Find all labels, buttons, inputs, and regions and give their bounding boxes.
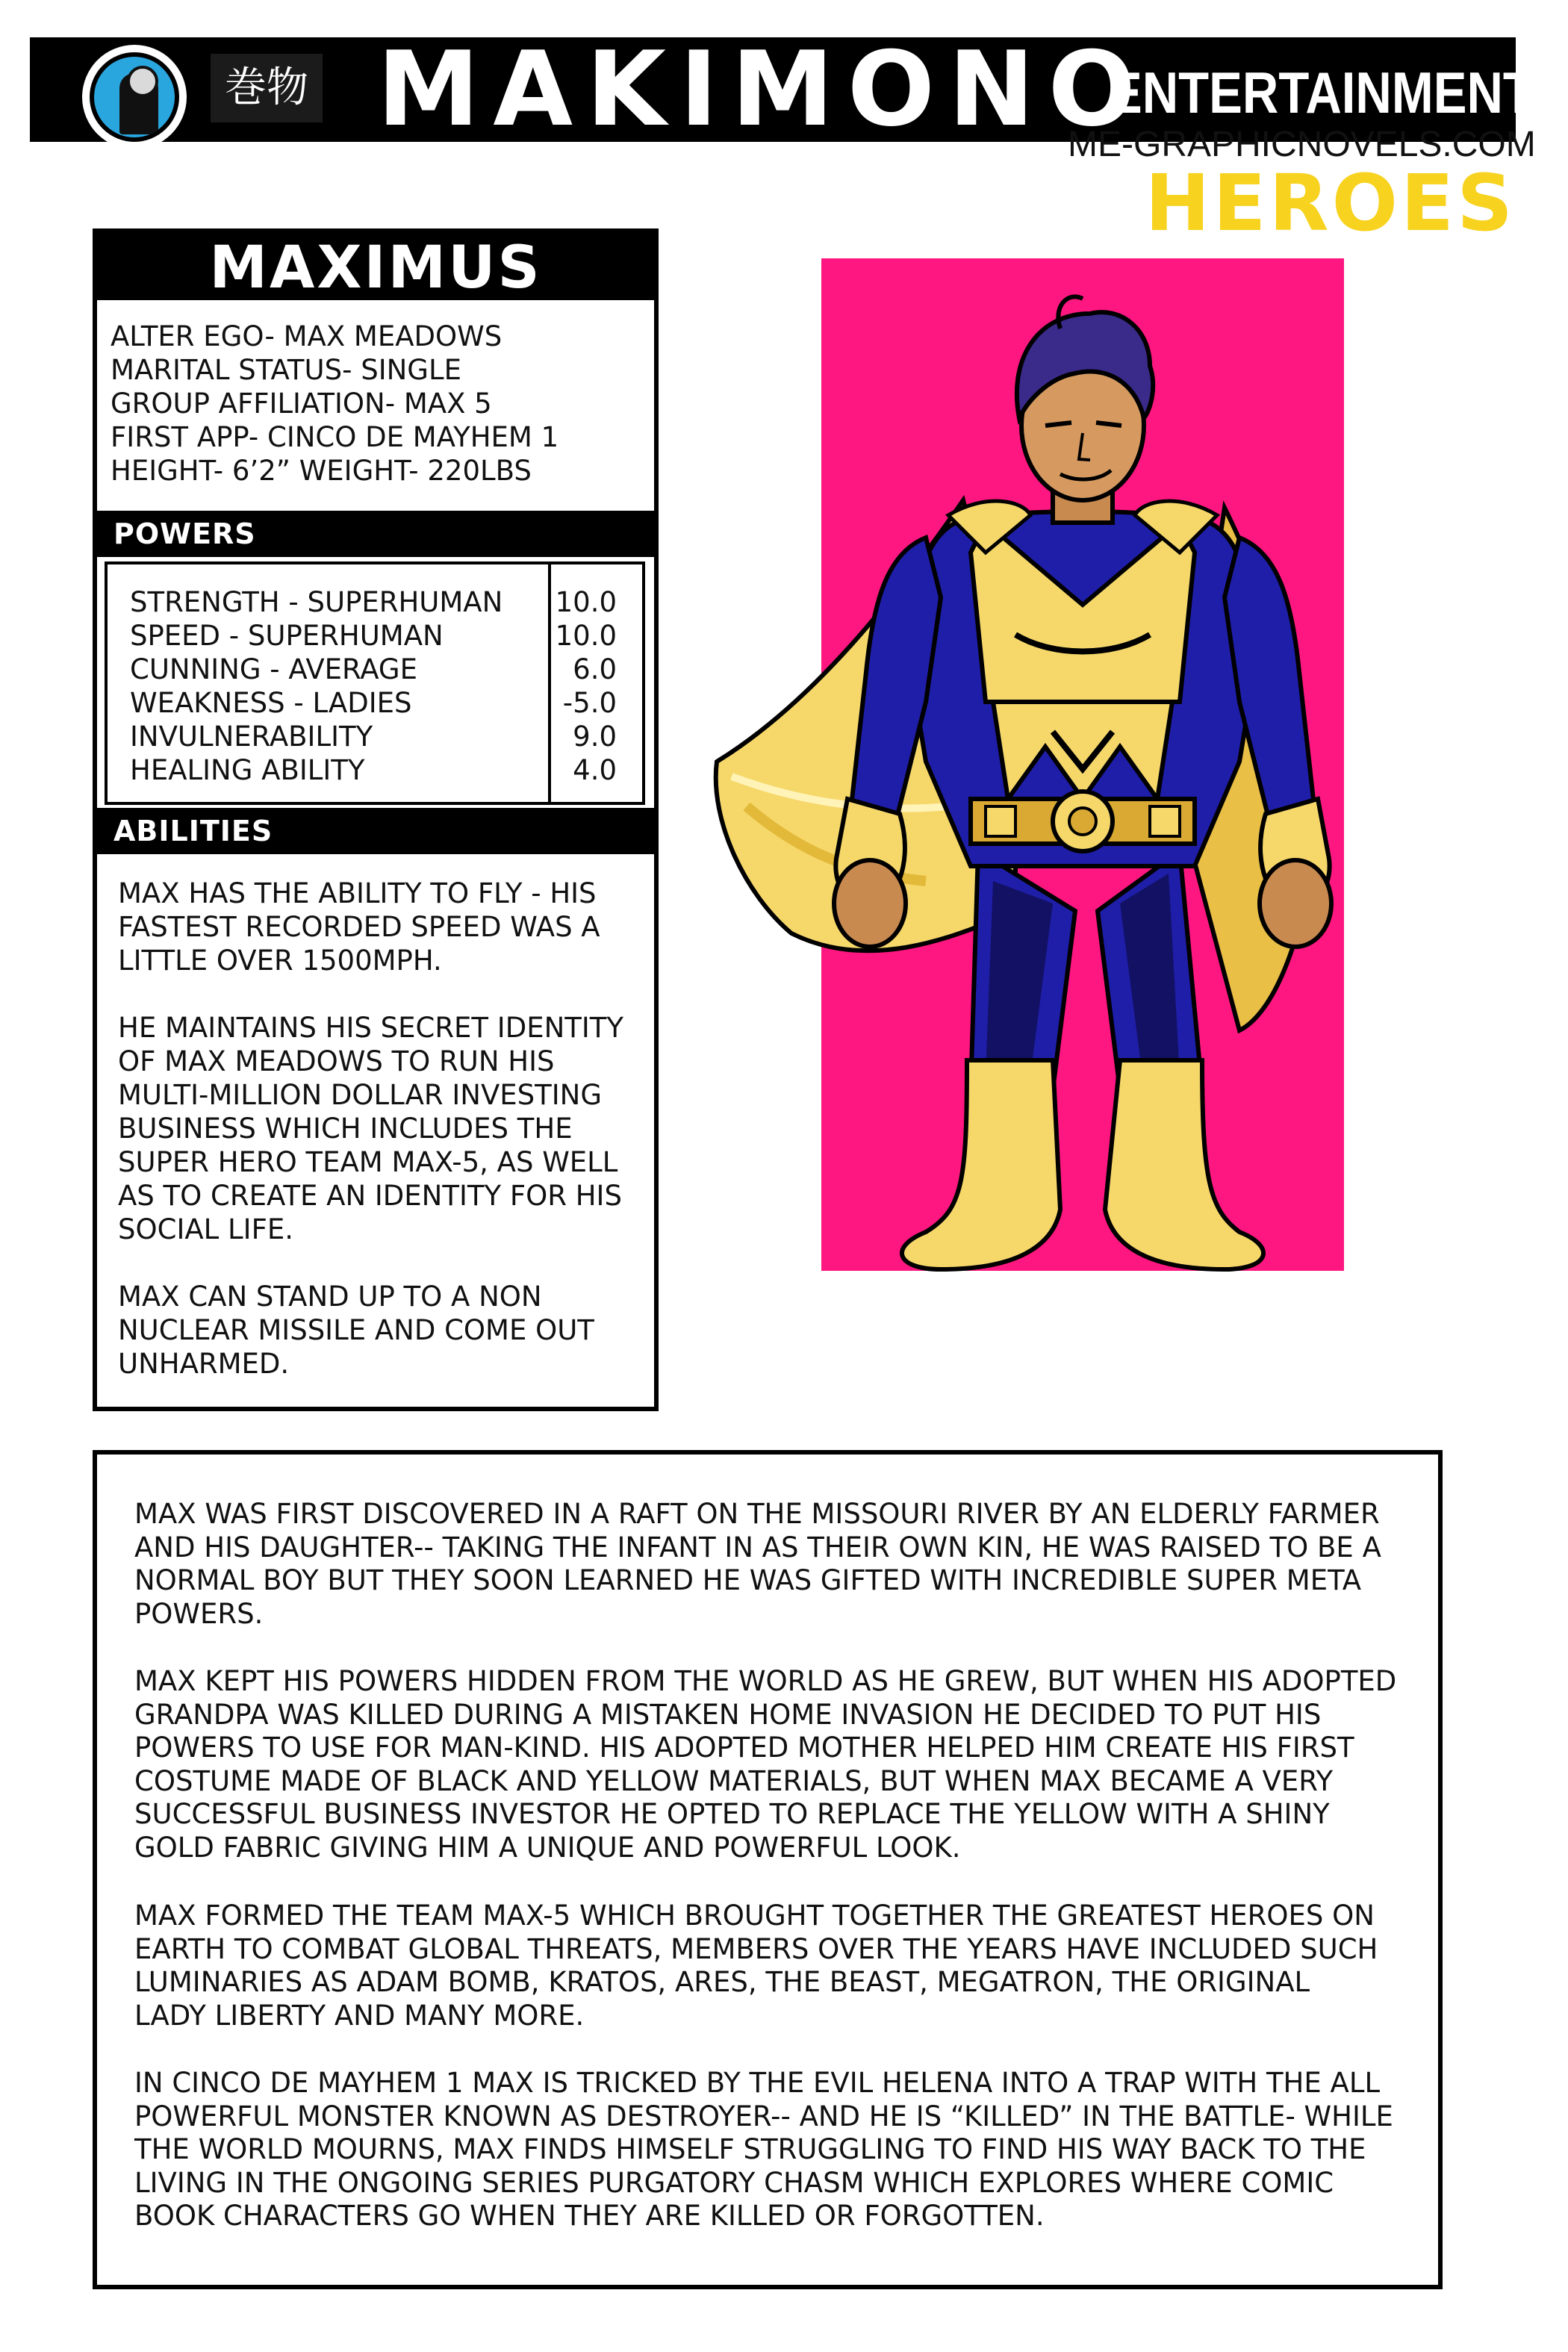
history-paragraph	[134, 1665, 1396, 1864]
history-line: MAX FORMED THE TEAM MAX-5 WHICH BROUGHT TOGETHER THE GREATEST HEROES ON	[134, 1900, 1375, 1932]
power-name: INVULNERABILITY	[130, 721, 373, 753]
bio-height-weight: HEIGHT- 6’2” WEIGHT- 220LBS	[111, 455, 532, 487]
brand-name: MAKIMONO	[377, 29, 1149, 149]
history-line: BOOK CHARACTERS GO WHEN THEY ARE KILLED OR FORGOTTEN.	[134, 2200, 1045, 2232]
history-paragraph	[134, 2067, 1393, 2233]
brand-subtitle: ENTERTAINMENT	[1109, 60, 1534, 125]
m-emblem	[993, 702, 1172, 799]
ability-line: LITTLE OVER 1500MPH.	[118, 945, 442, 977]
history-line: LADY LIBERTY AND MANY MORE.	[134, 1999, 585, 2032]
history-line: AND HIS DAUGHTER-- TAKING THE INFANT IN AS THEIR OWN KIN, HE WAS RAISED TO BE A	[134, 1531, 1381, 1564]
section-title: HEROES	[1145, 158, 1516, 249]
ability-paragraph	[118, 877, 641, 977]
left-boot	[902, 1060, 1060, 1269]
bio-details	[111, 320, 648, 488]
power-value: 4.0	[573, 754, 617, 786]
bio-first-appearance: FIRST APP- CINCO DE MAYHEM 1	[111, 421, 559, 453]
ability-line: OF MAX MEADOWS TO RUN HIS	[118, 1045, 555, 1077]
character-card	[93, 228, 659, 1411]
ability-paragraph	[118, 1280, 641, 1381]
power-name: CUNNING - AVERAGE	[130, 653, 417, 685]
history-paragraph	[134, 1498, 1381, 1631]
powers-table	[105, 561, 645, 805]
power-name: SPEED - SUPERHUMAN	[130, 620, 444, 652]
history-line: LIVING IN THE ONGOING SERIES PURGATORY CHASM WHICH EXPLORES WHERE COMIC	[134, 2166, 1334, 2199]
history-line: IN CINCO DE MAYHEM 1 MAX IS TRICKED BY THE EVIL HELENA INTO A TRAP WITH THE ALL	[134, 2067, 1381, 2099]
bio-marital-status: MARITAL STATUS- SINGLE	[111, 354, 461, 386]
maximus-hero-illustration	[702, 284, 1449, 1359]
history-box	[93, 1450, 1443, 2289]
history-line: EARTH TO COMBAT GLOBAL THREATS, MEMBERS OVER THE YEARS HAVE INCLUDED SUCH	[134, 1932, 1378, 1965]
power-value: 10.0	[555, 586, 617, 618]
history-line: POWERFUL MONSTER KNOWN AS DESTROYER-- AND HE IS “KILLED” IN THE BATTLE- WHILE	[134, 2100, 1393, 2132]
ability-line: BUSINESS WHICH INCLUDES THE	[118, 1113, 573, 1145]
history-line: POWERS TO USE FOR MAN-KIND. HIS ADOPTED MOTHER HELPED HIM CREATE HIS FIRST	[134, 1732, 1354, 1764]
kanji-logo-text: 巻物	[211, 54, 323, 122]
ability-line: MULTI-MILLION DOLLAR INVESTING	[118, 1079, 603, 1111]
bio-alter-ego: ALTER EGO- MAX MEADOWS	[111, 320, 503, 352]
power-name: WEAKNESS - LADIES	[130, 687, 412, 719]
power-name: STRENGTH - SUPERHUMAN	[130, 586, 503, 618]
powers-heading: POWERS	[97, 511, 654, 557]
history-line: GRANDPA WAS KILLED DURING A MISTAKEN HOME INVASION HE DECIDED TO PUT HIS	[134, 1698, 1322, 1731]
power-value: 6.0	[573, 653, 617, 685]
history-line: LUMINARIES AS ADAM BOMB, KRATOS, ARES, THE BEAST, MEGATRON, THE ORIGINAL	[134, 1966, 1310, 1998]
bio-group-affiliation: GROUP AFFILIATION- MAX 5	[111, 388, 492, 420]
ability-paragraph	[118, 1011, 641, 1246]
history-line: THE WORLD MOURNS, MAX FINDS HIMSELF STRUGGLING TO FIND HIS WAY BACK TO THE	[134, 2133, 1366, 2165]
logo-emblem-icon	[90, 52, 179, 142]
ability-line: FASTEST RECORDED SPEED WAS A	[118, 911, 600, 943]
ability-line: MAX CAN STAND UP TO A NON	[118, 1281, 542, 1313]
ability-line: NUCLEAR MISSILE AND COME OUT	[118, 1314, 594, 1346]
ability-line: HE MAINTAINS HIS SECRET IDENTITY	[118, 1012, 623, 1044]
power-value: -5.0	[562, 687, 617, 719]
power-name: HEALING ABILITY	[130, 754, 365, 786]
ability-line: MAX HAS THE ABILITY TO FLY - HIS	[118, 877, 597, 909]
stats-divider	[548, 564, 551, 802]
ability-line: SOCIAL LIFE.	[118, 1213, 293, 1245]
right-boot	[1105, 1060, 1263, 1269]
power-value: 10.0	[555, 620, 617, 652]
history-line: NORMAL BOY BUT THEY SOON LEARNED HE WAS GIFTED WITH INCREDIBLE SUPER META	[134, 1564, 1362, 1596]
history-paragraph	[134, 1900, 1378, 2032]
history-line: POWERS.	[134, 1597, 264, 1630]
history-line: MAX WAS FIRST DISCOVERED IN A RAFT ON THE MISSOURI RIVER BY AN ELDERLY FARMER	[134, 1498, 1380, 1530]
ability-line: AS TO CREATE AN IDENTITY FOR HIS	[118, 1180, 622, 1212]
character-name: MAXIMUS	[97, 233, 654, 300]
ability-line: SUPER HERO TEAM MAX-5, AS WELL	[118, 1146, 618, 1178]
ability-line: UNHARMED.	[118, 1348, 290, 1380]
history-line: COSTUME MADE OF BLACK AND YELLOW MATERIALS, BUT WHEN MAX BECAME A VERY	[134, 1764, 1334, 1797]
abilities-heading: ABILITIES	[97, 808, 654, 854]
website-url: ME-GRAPHICNOVELS.COM	[1068, 125, 1536, 164]
makimono-logo	[82, 45, 187, 149]
power-value: 9.0	[573, 721, 617, 753]
history-line: MAX KEPT HIS POWERS HIDDEN FROM THE WORLD AS HE GREW, BUT WHEN HIS ADOPTED	[134, 1665, 1397, 1697]
history-line: GOLD FABRIC GIVING HIM A UNIQUE AND POWERFUL LOOK.	[134, 1831, 961, 1864]
history-line: SUCCESSFUL BUSINESS INVESTOR HE OPTED TO REPLACE THE YELLOW WITH A SHINY	[134, 1798, 1330, 1830]
